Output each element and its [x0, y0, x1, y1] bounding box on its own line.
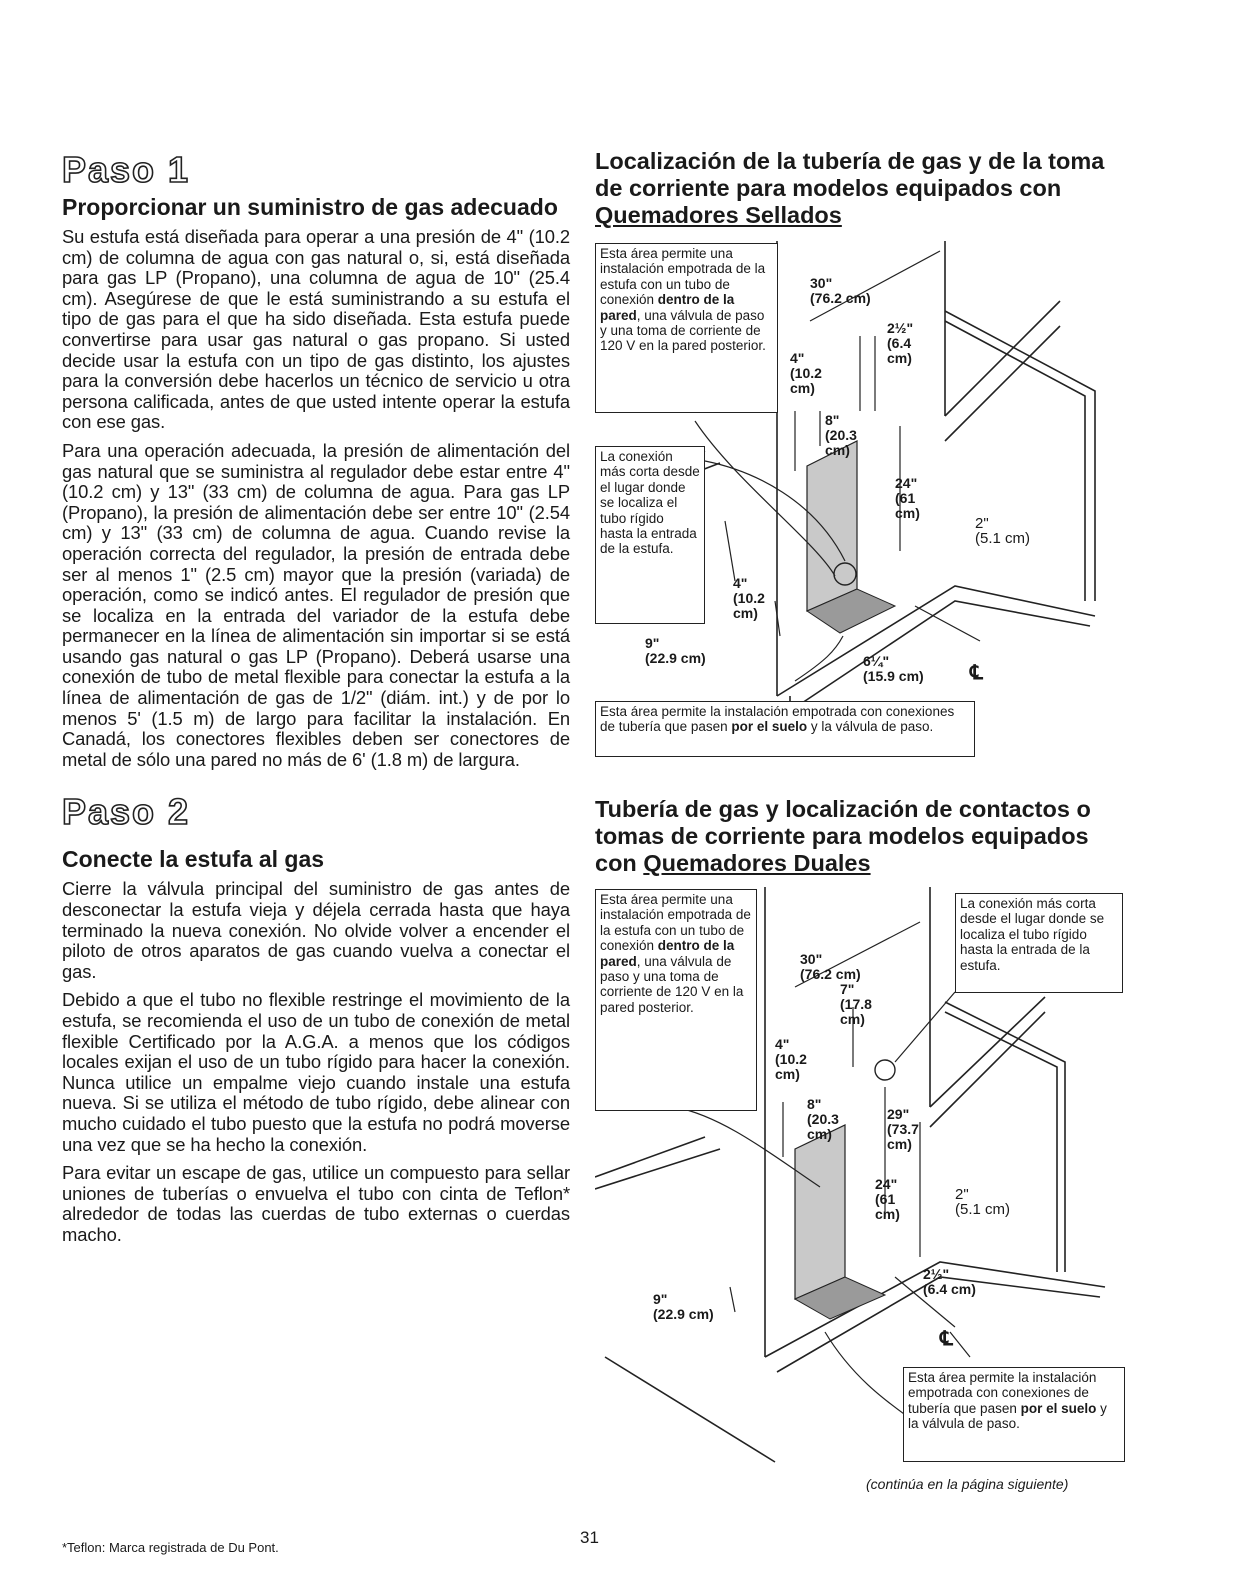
paragraph: Su estufa está diseñada para operar a una presión de 4" (10.2 cm) de columna de agua con gas natural o, si, está diseñada para gas LP (Propano), una columna de agua de 10" (25.4 cm). Asegúrese de que le está suministrando a su estufa el tipo de gas para el que ha sido diseñada. Esta estufa puede convertirse para usar gas natural o gas propano. Si usted decide usar la estufa con un tipo de gas distinto, los ajustes para la conversión debe hacerlos un técnico de servicio u otra persona calificada, antes de que usted intente operar la estufa con ese gas.	[62, 226, 570, 433]
step-2-heading: Paso 2	[62, 791, 191, 833]
dim-label: 2½" (6.4 cm)	[923, 1266, 976, 1297]
dim-label: 24" (61 cm)	[875, 1176, 900, 1222]
callout-through-floor: Esta área permite la instalación empotrada con conexiones de tubería que pasen por el suelo y la válvula de paso.	[595, 701, 975, 757]
dim-label: 4" (10.2 cm)	[790, 350, 822, 396]
diagram-1-title: Localización de la tubería de gas y de la toma de corriente para modelos equipados con Quemadores Sellados	[595, 148, 1105, 228]
right-column	[595, 148, 1125, 1467]
dim-label: 6¼" (15.9 cm)	[863, 653, 924, 684]
callout-shortest-connection: La conexión más corta desde el lugar donde se localiza el tubo rígido hasta la entrada de la estufa.	[955, 893, 1123, 993]
paragraph: Cierre la válvula principal del suministro de gas antes de desconectar la estufa vieja y déjela cerrada hasta que haya terminado la nueva conexión. No olvide volver a encender el piloto de otros aparatos de gas cuando vuelva a conectar el gas.	[62, 878, 570, 982]
callout-in-wall: Esta área permite una instalación empotrada de la estufa con un tubo de conexión dentro de la pared, una válvula de paso y una toma de corriente de 120 V en la pared posterior.	[595, 889, 757, 1111]
dim-label: 2" (5.1 cm)	[975, 515, 1031, 547]
continued-note: (continúa en la página siguiente)	[866, 1476, 1069, 1492]
dim-label: 4" (10.2 cm)	[733, 575, 765, 621]
paragraph: Debido a que el tubo no flexible restringe el movimiento de la estufa, se recomienda el uso de un tubo de conexión de metal flexible Certificado por la A.G.A. a menos que los códigos locales exijan el uso de un tubo rígido para hacer la conexión. Nunca utilice un empalme viejo cuando instale una estufa nueva. Si se utiliza el método de tubo rígido, debe alinear con mucho cuidado el tubo puesto que la estufa no podrá moverse una vez que se ha hecho la conexión.	[62, 989, 570, 1155]
left-column	[62, 150, 570, 1254]
dim-label: 8" (20.3 cm)	[825, 412, 857, 458]
dim-label: 8" (20.3 cm)	[807, 1096, 839, 1142]
dual-burner-diagram	[595, 887, 1125, 1467]
centerline-symbol: ℄	[970, 662, 983, 684]
dim-label: 4" (10.2 cm)	[775, 1036, 807, 1082]
callout-shortest-connection: La conexión más corta desde el lugar donde se localiza el tubo rígido hasta la entrada de la estufa.	[595, 446, 705, 624]
dim-label: 30" (76.2 cm)	[800, 951, 861, 982]
dim-label: 2" (5.1 cm)	[955, 1186, 1011, 1218]
dim-label: 9" (22.9 cm)	[653, 1291, 714, 1322]
dim-label: 29" (73.7 cm)	[887, 1106, 919, 1152]
dim-label: 30" (76.2 cm)	[810, 275, 871, 306]
paragraph: Para evitar un escape de gas, utilice un compuesto para sellar uniones de tuberías o envuelva el tubo con cinta de Teflon* alrededor de todas las cuerdas de tubo externas o cuerdas macho.	[62, 1162, 570, 1245]
paragraph: Para una operación adecuada, la presión de alimentación del gas natural que se suministra al regulador debe estar entre 4" (10.2 cm) y 13" (33 cm) de columna de agua. Para gas LP (Propano), la presión de alimentación debe ser entre 10" (2.54 cm) y 13" (33 cm) de columna de agua. Cuando revise la operación correcta del regulador, la presión de entrada debe ser al menos 1" (2.5 cm) mayor que la presión (variada) de operación, como se indicó antes. El regulador de presión que se localiza en la entrada del variador de la estufa debe permanecer en la línea de alimentación sin importar si se está usando gas natural o gas LP (Propano). Deberá usarse una conexión de tubo de metal flexible para conectar la estufa a la línea de alimentación de gas de 1/2" (diám. int.) y de por lo menos 5' (1.5 m) de largo para facilitar la instalación. En Canadá, los conectores flexibles deben ser conectores de metal de sólo una pared no más de 6' (1.8 m) de largura.	[62, 439, 570, 770]
page-number: 31	[580, 1528, 599, 1547]
section-title-connect-gas: Conecte la estufa al gas	[62, 846, 325, 873]
sealed-burner-diagram	[595, 241, 1125, 786]
centerline-symbol: ℄	[940, 1328, 953, 1350]
callout-through-floor: Esta área permite la instalación empotrada con conexiones de tubería que pasen por el suelo y la válvula de paso.	[903, 1367, 1125, 1462]
callout-in-wall: Esta área permite una instalación empotrada de la estufa con un tubo de conexión dentro de la pared, una válvula de paso y una toma de corriente de 120 V en la pared posterior.	[595, 243, 778, 413]
dim-label: 7" (17.8 cm)	[840, 981, 872, 1027]
dim-label: 9" (22.9 cm)	[645, 635, 706, 666]
step-1-heading: Paso 1	[62, 149, 191, 190]
section-title-gas-supply: Proporcionar un suministro de gas adecuado	[62, 194, 558, 220]
diagram-2-title: Tubería de gas y localización de contactos o tomas de corriente para modelos equipados con Quemadores Duales	[595, 796, 1091, 876]
dim-label: 24" (61 cm)	[895, 475, 920, 521]
dim-label: 2½" (6.4 cm)	[887, 320, 914, 366]
footnote: *Teflon: Marca registrada de Du Pont.	[62, 1540, 279, 1555]
